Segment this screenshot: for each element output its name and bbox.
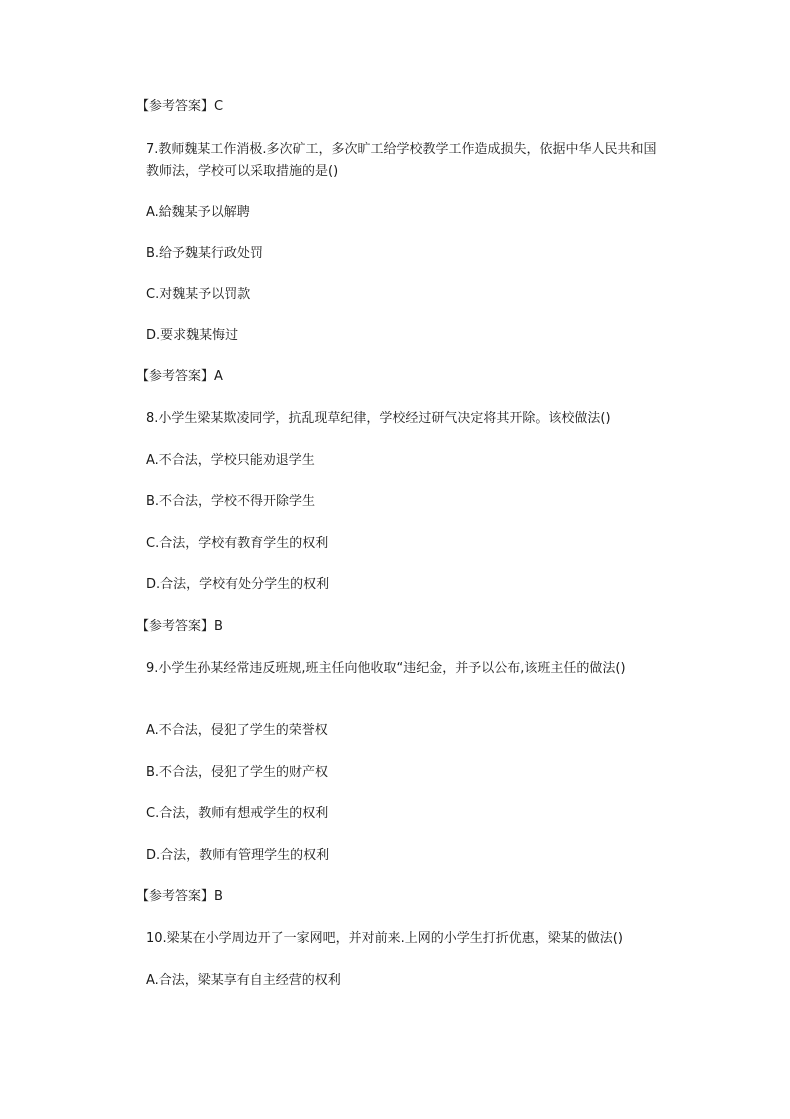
q7-option-d: D.要求魏某悔过 xyxy=(146,328,239,343)
q9-option-b: B.不合法，侵犯了学生的财产权 xyxy=(146,765,329,780)
q9-option-d: D.合法，教师有管理学生的权利 xyxy=(146,848,330,863)
q10-option-a: A.合法，梁某享有自主经营的权利 xyxy=(146,973,341,988)
answer-key-q7: 【参考答案】A xyxy=(136,369,223,384)
q7-option-a: A.給魏某予以解聘 xyxy=(146,205,250,220)
q8-option-a: A.不合法，学校只能劝退学生 xyxy=(146,453,315,468)
q8-option-d: D.合法，学校有处分学生的权利 xyxy=(146,577,330,592)
question-10: 10.梁某在小学周边开了一家网吧，并对前来.上网的小学生打折优惠，梁某的做法() xyxy=(146,931,623,946)
answer-key-q9: 【参考答案】B xyxy=(136,889,223,904)
q8-option-c: C.合法，学校有教育学生的权利 xyxy=(146,536,329,551)
question-8: 8.小学生梁某欺凌同学，抗乱现草纪律，学校经过研气决定将其开除。该校做法() xyxy=(146,411,611,426)
q9-option-c: C.合法，教师有想戒学生的权利 xyxy=(146,806,329,821)
q9-option-a: A.不合法，侵犯了学生的荣誉权 xyxy=(146,723,328,738)
question-7: 7.教师魏某工作消极.多次矿工，多次旷工给学校教学工作造成损失，依据中华人民共和国教师法，学校可以采取措施的是() xyxy=(146,142,657,179)
question-9: 9.小学生孙某经常违反班规,班主任向他收取“违纪金，并予以公布,该班主任的做法() xyxy=(146,661,626,676)
q8-option-b: B.不合法，学校不得开除学生 xyxy=(146,494,316,509)
answer-key-q6: 【参考答案】C xyxy=(136,99,224,114)
q7-option-b: B.给予魏某行政处罚 xyxy=(146,246,264,261)
answer-key-q8: 【参考答案】B xyxy=(136,619,223,634)
q7-option-c: C.对魏某予以罚款 xyxy=(146,287,251,302)
